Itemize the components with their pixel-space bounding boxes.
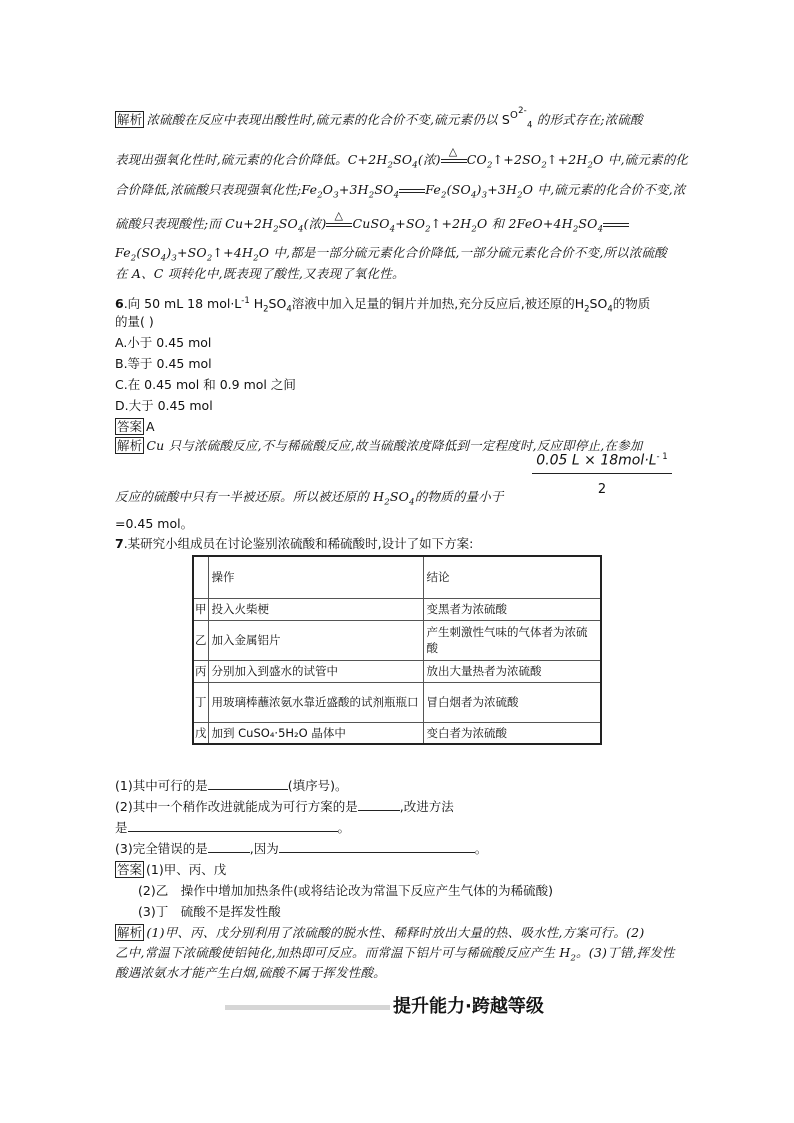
table-row <box>193 722 601 744</box>
explanation-tag: 解析 <box>117 925 143 940</box>
section-title: 提升能力·跨越等级 <box>393 996 544 1017</box>
sulfate-ion: $S^{O2-}_4$ <box>501 106 533 131</box>
section-banner <box>225 992 575 1022</box>
row-operation: 加到 CuSO₄·5H₂O 晶体中 <box>208 722 423 744</box>
q6-stem: 6.向 50 mL 18 $mol\cdot L^{-1}$ $H_2SO_4$溶液中加入足量的铜片并加热,充分反应后,被还原的$H_2SO_4$的物质 <box>115 296 651 315</box>
equals-sign <box>399 186 425 196</box>
q7-sub-1: (1)其中可行的是 (填序号)。 <box>115 778 348 793</box>
q7-sub-2-cont: 是 。 <box>115 820 351 835</box>
q6-explanation-3: =0.45 mol。 <box>115 516 194 531</box>
p5-line-1: 解析 浓硫酸在反应中表现出酸性时,硫元素的化合价不变,硫元素仍以 $S^{O2-}_4$ 的形式存在;浓硫酸 <box>117 106 643 131</box>
row-key: 丙 <box>193 660 208 682</box>
table-header-operation: 操作 <box>208 556 423 598</box>
row-operation: 用玻璃棒蘸浓氨水靠近盛酸的试剂瓶瓶口 <box>208 682 423 722</box>
fraction-numerator: 0.05 $L \times 18mol\cdot L^{- 1}$ <box>532 452 672 474</box>
answer-blank-1[interactable] <box>208 777 288 790</box>
row-conclusion: 冒白烟者为浓硫酸 <box>423 682 601 722</box>
p5-line-4: 硫酸只表现酸性;而 $Cu+2H_2SO_4$(浓) △ $CuSO_4+SO_2↑+2H_2O$ 和 $2FeO+4H_2SO_4$ <box>115 215 629 239</box>
explanation-tag: 解析 <box>117 438 143 453</box>
equals-sign <box>603 220 629 230</box>
q6-option-d: D.大于 0.45 mol <box>115 398 213 413</box>
explanation-tag: 解析 <box>117 112 143 128</box>
answer-tag: 答案 <box>117 862 143 877</box>
row-operation: 投入火柴梗 <box>208 598 423 620</box>
answer-blank-2[interactable] <box>358 798 400 811</box>
q7-explanation-3: 酸遇浓氨水才能产生白烟,硫酸不属于挥发性酸。 <box>115 965 386 980</box>
heat-equals-sign: △ <box>441 156 467 166</box>
table-header-conclusion: 结论 <box>423 556 601 598</box>
row-conclusion: 产生刺激性气味的气体者为浓硫酸 <box>423 620 601 660</box>
row-key: 戊 <box>193 722 208 744</box>
q6-answer: 答案 A <box>117 419 155 434</box>
q6-option-b: B.等于 0.45 mol <box>115 356 212 371</box>
table-row <box>193 660 601 682</box>
q7-sub-2: (2)其中一个稍作改进就能成为可行方案的是 ,改进方法 <box>115 799 454 814</box>
q7-answer-2: (2)乙 操作中增加加热条件(或将结论改为常温下反应产生气体的为稀硫酸) <box>138 883 553 898</box>
q6-explanation-1: 解析 Cu 只与浓硫酸反应,不与稀硫酸反应,故当硫酸浓度降低到一定程度时,反应即停止,在参加 <box>117 438 643 453</box>
table-header-row <box>193 556 601 598</box>
table-row <box>193 682 601 722</box>
p5-line-5: $Fe_2(SO_4)_3+SO_2↑+4H_2O$ 中,都是一部分硫元素化合价降低,一部分硫元素化合价不变,所以浓硫酸 <box>115 245 667 264</box>
q6-explanation-2: 反应的硫酸中只有一半被还原。所以被还原的 $H_2SO_4$的物质的量小于 <box>115 489 504 508</box>
fraction-formula <box>532 452 672 497</box>
fraction-denominator: 2 <box>597 481 607 497</box>
q6-option-a: A.小于 0.45 mol <box>115 335 212 350</box>
q7-explanation-1: 解析 (1)甲、丙、戊分别利用了浓硫酸的脱水性、稀释时放出大量的热、吸水性,方案可行。(2) <box>117 925 645 940</box>
q7-stem: 7.某研究小组成员在讨论鉴别浓硫酸和稀硫酸时,设计了如下方案: <box>115 536 474 551</box>
scheme-table <box>192 555 602 745</box>
table-row <box>193 598 601 620</box>
q7-sub-3: (3)完全错误的是 ,因为 。 <box>115 841 488 856</box>
row-conclusion: 放出大量热者为浓硫酸 <box>423 660 601 682</box>
q7-explanation-2: 乙中,常温下浓硫酸使铝钝化,加热即可反应。而常温下铝片可与稀硫酸反应产生 $H_2$。(3)丁错,挥发性 <box>115 945 675 964</box>
row-operation: 加入金属铝片 <box>208 620 423 660</box>
q7-answer-3: (3)丁 硫酸不是挥发性酸 <box>138 904 281 919</box>
q6-option-c: C.在 0.45 mol 和 0.9 mol 之间 <box>115 377 296 392</box>
row-key: 乙 <box>193 620 208 660</box>
answer-blank-4[interactable] <box>208 840 250 853</box>
heat-equals-sign: △ <box>326 220 352 230</box>
row-conclusion: 变白者为浓硫酸 <box>423 722 601 744</box>
p5-line-3: 合价降低,浓硫酸只表现强氧化性$;Fe_2O_3+3H_2SO_4$ $Fe_2(SO_4)_3+3H_2O$ 中,硫元素的化合价不变,浓 <box>115 182 686 201</box>
answer-blank-5[interactable] <box>279 840 475 853</box>
answer-blank-3[interactable] <box>128 819 338 832</box>
q7-answer-1: 答案 (1)甲、丙、戊 <box>117 862 227 877</box>
banner-bar <box>225 1005 390 1010</box>
p5-line-6: 在 A、C 项转化中,既表现了酸性,又表现了氧化性。 <box>115 266 405 281</box>
p5-line-2: 表现出强氧化性时,硫元素的化合价降低。$C+2H_2SO_4$(浓) △ $CO_2↑+2SO_2↑+2H_2O$ 中,硫元素的化 <box>115 144 689 171</box>
table-row <box>193 620 601 660</box>
q6-stem-2: 的量( ) <box>115 314 154 329</box>
row-operation: 分别加入到盛水的试管中 <box>208 660 423 682</box>
row-key: 丁 <box>193 682 208 722</box>
table-header-key <box>193 556 208 598</box>
row-conclusion: 变黑者为浓硫酸 <box>423 598 601 620</box>
answer-tag: 答案 <box>117 419 143 434</box>
row-key: 甲 <box>193 598 208 620</box>
